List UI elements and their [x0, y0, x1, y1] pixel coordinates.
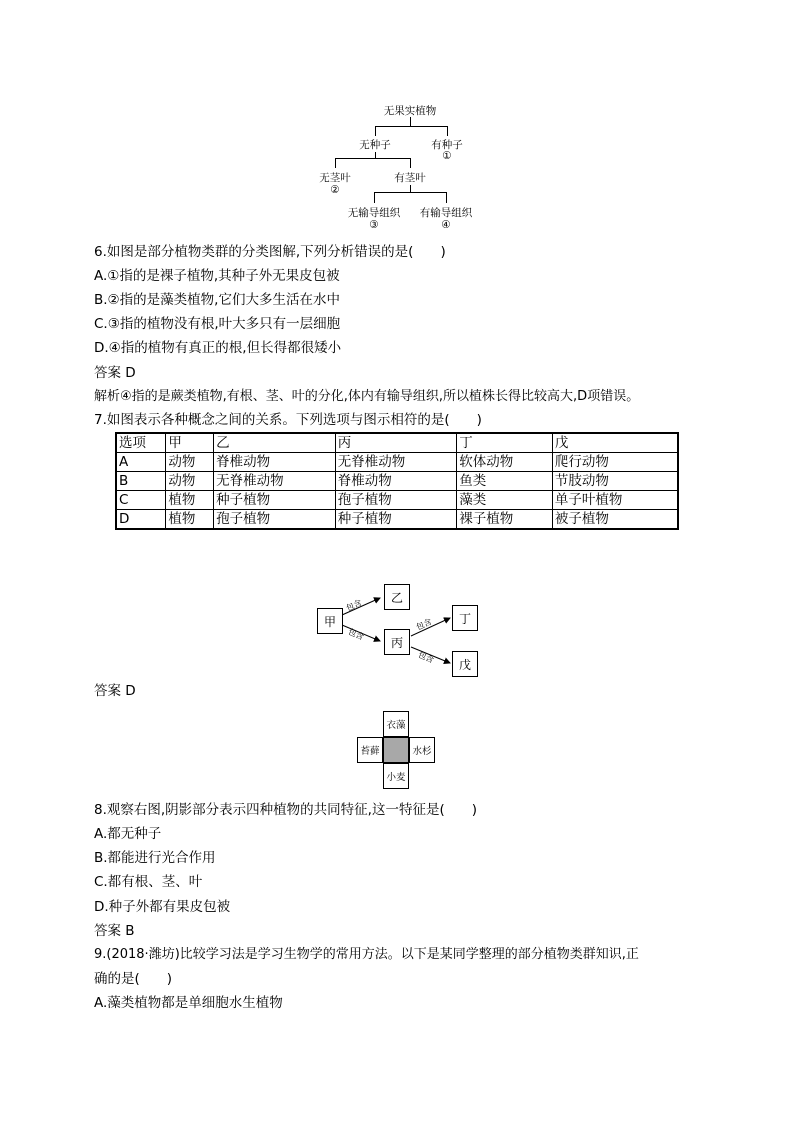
table-cell: 软体动物: [457, 453, 553, 472]
q8-answer: 答案 B: [94, 923, 135, 939]
concept-box-jia: 甲: [317, 608, 343, 634]
tree-connector: [335, 158, 336, 168]
concept-box-ding: 丁: [452, 605, 478, 631]
label-contains: 包含: [414, 617, 434, 632]
table-cell: 鱼类: [457, 472, 553, 491]
table-cell: 裸子植物: [457, 510, 553, 530]
table-header: 选项: [116, 433, 166, 453]
table-row: [116, 510, 678, 530]
table-cell: A: [116, 453, 166, 472]
tree-connector: [335, 158, 411, 159]
tree-no-vascular: 无输导组织: [347, 207, 401, 219]
table-cell: 动物: [166, 472, 214, 491]
q8-option-b: B.都能进行光合作用: [94, 850, 216, 866]
q7-stem: 7.如图表示各种概念之间的关系。下列选项与图示相符的是( ): [94, 412, 482, 428]
table-cell: 爬行动物: [552, 453, 678, 472]
q8-option-c: C.都有根、茎、叶: [94, 874, 203, 890]
table-row: [116, 472, 678, 491]
table-cell: 单子叶植物: [552, 491, 678, 510]
table-cell: 被子植物: [552, 510, 678, 530]
q9-stem-line2: 确的是( ): [94, 971, 173, 987]
table-header: 戊: [552, 433, 678, 453]
cross-left-cell: 苔藓: [357, 737, 383, 763]
concept-box-bing: 丙: [384, 629, 410, 655]
tree-mark-2: ②: [330, 184, 340, 196]
table-cell: 孢子植物: [335, 491, 457, 510]
table-header: 甲: [166, 433, 214, 453]
q6-analysis: 解析④指的是蕨类植物,有根、茎、叶的分化,体内有输导组织,所以植株长得比较高大,D项错误。: [94, 389, 640, 404]
table-header-row: [116, 433, 678, 453]
table-cell: 种子植物: [214, 491, 336, 510]
tree-connector: [374, 192, 375, 203]
cross-bottom-cell: 小麦: [383, 763, 409, 789]
table-cell: 孢子植物: [214, 510, 336, 530]
table-cell: 脊椎动物: [214, 453, 336, 472]
tree-connector: [374, 192, 446, 193]
concept-box-wu: 戊: [452, 651, 478, 677]
tree-no-stem-leaf: 无茎叶: [319, 172, 351, 184]
table-cell: 植物: [166, 491, 214, 510]
q9-stem-line1: 9.(2018·潍坊)比较学习法是学习生物学的常用方法。以下是某同学整理的部分植物类群知识,正: [94, 947, 639, 962]
q6-option-c: C.③指的植物没有根,叶大多只有一层细胞: [94, 316, 341, 332]
q7-options-table: [115, 432, 679, 530]
q7-answer: 答案 D: [94, 683, 136, 699]
q6-option-d: D.④指的植物有真正的根,但长得都很矮小: [94, 340, 342, 356]
q6-stem: 6.如图是部分植物类群的分类图解,下列分析错误的是( ): [94, 244, 446, 260]
q6-answer: 答案 D: [94, 365, 136, 381]
tree-mark-3: ③: [369, 219, 379, 231]
q6-option-b: B.②指的是藻类植物,它们大多生活在水中: [94, 292, 340, 308]
table-header: 丙: [335, 433, 457, 453]
table-cell: 动物: [166, 453, 214, 472]
cross-top-cell: 衣藻: [383, 711, 409, 737]
tree-connector: [447, 126, 448, 136]
tree-has-vascular: 有输导组织: [419, 207, 473, 219]
tree-mark-4: ④: [441, 219, 451, 231]
table-cell: 植物: [166, 510, 214, 530]
table-cell: 种子植物: [335, 510, 457, 530]
table-cell: 无脊椎动物: [335, 453, 457, 472]
q8-option-d: D.种子外都有果皮包被: [94, 899, 231, 915]
table-cell: 藻类: [457, 491, 553, 510]
tree-mark-1: ①: [442, 150, 452, 162]
q9-option-a: A.藻类植物都是单细胞水生植物: [94, 995, 283, 1011]
table-cell: 无脊椎动物: [214, 472, 336, 491]
table-row: [116, 491, 678, 510]
table-cell: 节肢动物: [552, 472, 678, 491]
q6-option-a: A.①指的是裸子植物,其种子外无果皮包被: [94, 268, 340, 284]
tree-connector: [446, 192, 447, 203]
cross-right-cell: 水杉: [409, 737, 435, 763]
table-cell: D: [116, 510, 166, 530]
table-cell: B: [116, 472, 166, 491]
label-contains: 包含: [416, 650, 436, 665]
tree-root: 无果实植物: [383, 105, 437, 117]
label-contains: 包含: [346, 627, 366, 642]
concept-box-yi: 乙: [384, 584, 410, 610]
tree-has-seed: 有种子: [431, 139, 463, 151]
table-cell: 脊椎动物: [335, 472, 457, 491]
table-header: 丁: [457, 433, 553, 453]
tree-no-seed: 无种子: [359, 139, 391, 151]
tree-connector: [410, 158, 411, 168]
tree-connector: [375, 126, 447, 127]
tree-connector: [375, 126, 376, 136]
table-cell: C: [116, 491, 166, 510]
tree-connector: [410, 185, 411, 192]
q8-stem: 8.观察右图,阴影部分表示四种植物的共同特征,这一特征是( ): [94, 802, 477, 818]
label-contains: 包含: [344, 598, 364, 613]
tree-has-stem-leaf: 有茎叶: [394, 172, 426, 184]
table-header: 乙: [214, 433, 336, 453]
cross-shaded-center: [383, 737, 409, 763]
table-row: [116, 453, 678, 472]
tree-connector: [410, 117, 411, 126]
q8-option-a: A.都无种子: [94, 826, 162, 842]
